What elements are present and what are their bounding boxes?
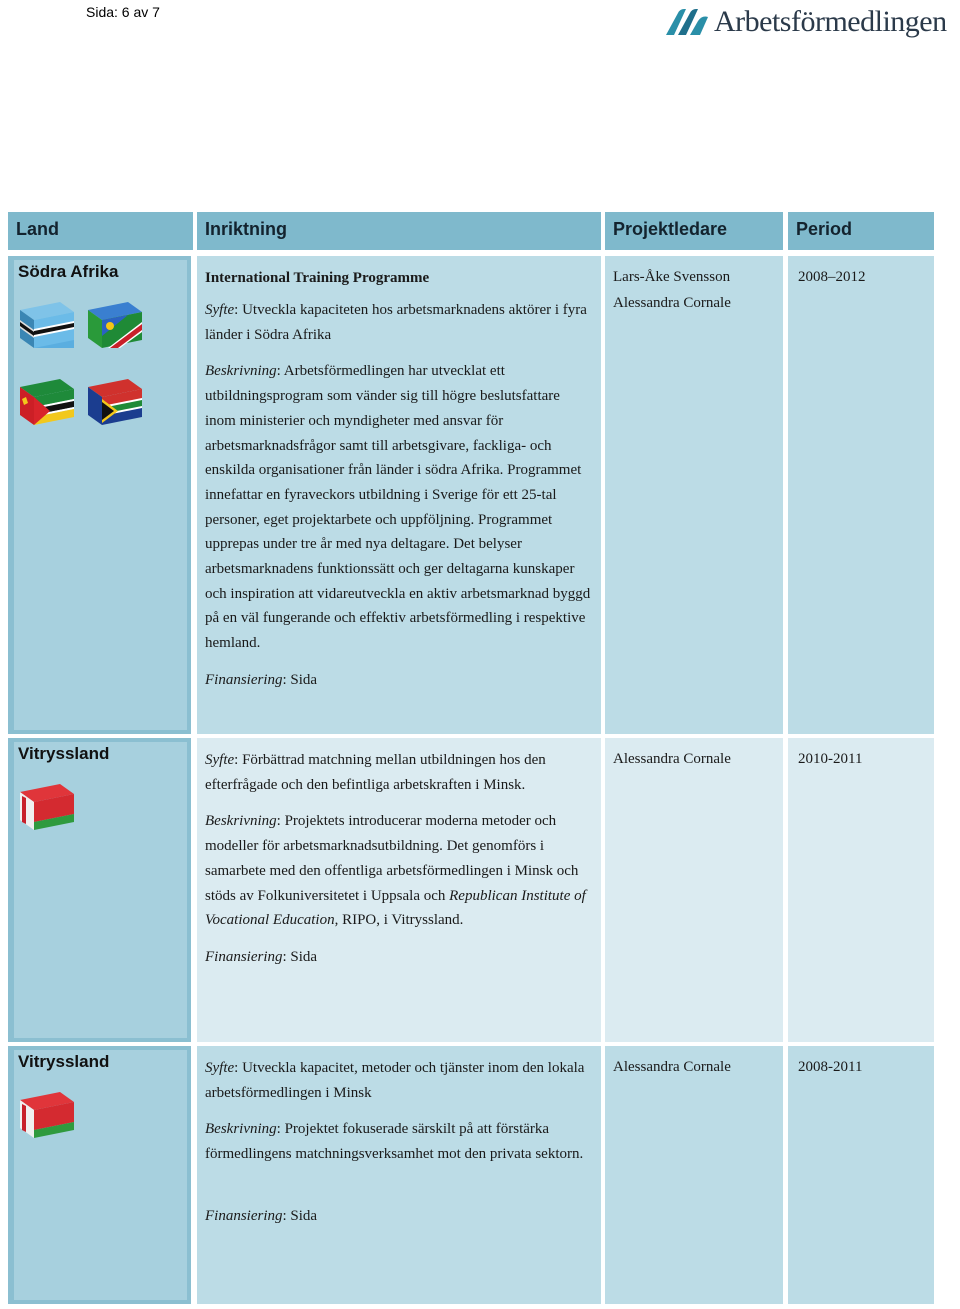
projektledare-cell bbox=[605, 1046, 783, 1304]
flag-group bbox=[16, 1086, 156, 1163]
beskrivning-value: : Arbetsförmedlingen har utvecklat ett utbildningsprogram som vänder sig till högre beslutsfattare inom ministerier och myndigheter med ansvar för arbetsmarknadsfrågor samt till arbetsgivare, fackliga- och enskilda organisationer från länder i södra Afrika. Programmet innefattar en fyraveckors utbildning i Sverige för ett 25-tal personer, eget projektarbete och uppföljning. Programmet upprepas under tre år med nya deltagare. Det belyser arbetsmarknadens funktionssätt och ger deltagarna kunskaper och inspiration att vidareutveckla en aktiv arbetsmarknad byggd på en väl fungerande och effektiv arbetsförmedling i respektive hemland. bbox=[205, 363, 591, 652]
projektledare-cell bbox=[605, 738, 783, 1042]
beskrivning-label: Beskrivning bbox=[205, 813, 277, 830]
logo-text: Arbetsförmedlingen bbox=[714, 5, 947, 38]
leader-name: Alessandra Cornale bbox=[613, 751, 731, 767]
leader-name: Alessandra Cornale bbox=[613, 1059, 731, 1075]
column-header-projektledare: Projektledare bbox=[605, 212, 783, 250]
table-row bbox=[8, 738, 934, 1042]
period-cell bbox=[788, 256, 934, 734]
south-africa-flag-icon bbox=[84, 373, 146, 432]
country-name: Vitryssland bbox=[18, 1052, 110, 1071]
period-value: 2010-2011 bbox=[798, 751, 863, 767]
beskrivning-text bbox=[205, 809, 593, 933]
beskrivning-text bbox=[205, 1117, 593, 1166]
namibia-flag-icon bbox=[84, 296, 146, 355]
syfte-value: : Utveckla kapaciteten hos arbetsmarknadens aktörer i fyra länder i Södra Afrika bbox=[205, 302, 587, 343]
country-name: Vitryssland bbox=[18, 744, 110, 763]
finansiering-text bbox=[205, 668, 593, 693]
institute-name: Republican Institute of Vocational Education bbox=[205, 887, 586, 929]
table-header-row bbox=[8, 212, 934, 250]
column-header-land: Land bbox=[8, 212, 193, 250]
beskrivning-label: Beskrivning bbox=[205, 363, 277, 380]
finansiering-value: : Sida bbox=[282, 1207, 318, 1224]
arbetsformedlingen-logo bbox=[664, 2, 956, 42]
flag-group bbox=[16, 296, 156, 450]
projects-table bbox=[8, 212, 934, 1224]
mozambique-flag-icon bbox=[16, 373, 78, 432]
inriktning-cell bbox=[197, 738, 601, 1042]
beskrivning-text bbox=[205, 359, 593, 655]
flag-group bbox=[16, 778, 156, 855]
syfte-label: Syfte bbox=[205, 752, 235, 768]
finansiering-label: Finansiering bbox=[205, 1207, 283, 1224]
belarus-flag-icon bbox=[16, 778, 78, 837]
finansiering-label: Finansiering bbox=[205, 948, 283, 965]
land-cell bbox=[8, 738, 191, 1042]
botswana-flag-icon bbox=[16, 296, 78, 355]
syfte-text bbox=[205, 748, 593, 797]
finansiering-value: : Sida bbox=[282, 948, 318, 965]
inriktning-cell bbox=[197, 1046, 601, 1304]
table-row bbox=[8, 1046, 934, 1304]
leader-name: Lars-Åke Svensson bbox=[613, 269, 731, 285]
beskrivning-value-end: , RIPO, i Vitryssland. bbox=[334, 912, 464, 929]
syfte-label: Syfte bbox=[205, 302, 235, 318]
column-header-period: Period bbox=[788, 212, 934, 250]
inriktning-cell bbox=[197, 256, 601, 734]
finansiering-text bbox=[205, 1204, 593, 1229]
beskrivning-value: : Projektets introducerar moderna metoder och modeller för arbetsmarknadsutbildning. Det genomförs i samarbete med den offentliga arbetsförmedlingen i Minsk och stöds av Folkuniversitetet i Uppsala och bbox=[205, 813, 579, 904]
leader-name: Alessandra Cornale bbox=[613, 295, 731, 311]
period-cell bbox=[788, 1046, 934, 1304]
land-cell bbox=[8, 1046, 191, 1304]
projektledare-cell bbox=[605, 256, 783, 734]
table-row bbox=[8, 256, 934, 734]
belarus-flag-icon bbox=[16, 1086, 78, 1145]
land-cell bbox=[8, 256, 191, 734]
finansiering-text bbox=[205, 945, 593, 970]
page-number: Sida: 6 av 7 bbox=[86, 4, 160, 20]
beskrivning-label: Beskrivning bbox=[205, 1121, 277, 1138]
period-value: 2008-2011 bbox=[798, 1059, 863, 1075]
syfte-value: : Förbättrad matchning mellan utbildningen hos den efterfrågade och den befintliga arbetskraften i Minsk. bbox=[205, 752, 546, 793]
finansiering-label: Finansiering bbox=[205, 671, 283, 688]
syfte-value: : Utveckla kapacitet, metoder och tjänster inom den lokala arbetsförmedlingen i Minsk bbox=[205, 1060, 585, 1101]
finansiering-value: : Sida bbox=[282, 671, 318, 688]
country-name: Södra Afrika bbox=[18, 262, 119, 281]
syfte-label: Syfte bbox=[205, 1060, 235, 1076]
syfte-text bbox=[205, 298, 593, 347]
syfte-text bbox=[205, 1056, 593, 1105]
period-value: 2008–2012 bbox=[798, 269, 866, 285]
logo-mark-icon bbox=[664, 7, 710, 37]
period-cell bbox=[788, 738, 934, 1042]
programme-title: International Training Programme bbox=[205, 270, 430, 286]
beskrivning-value: : Projektet fokuserade särskilt på att förstärka förmedlingens matchningsverksamhet mot den privata sektorn. bbox=[205, 1121, 584, 1163]
column-header-inriktning: Inriktning bbox=[197, 212, 601, 250]
